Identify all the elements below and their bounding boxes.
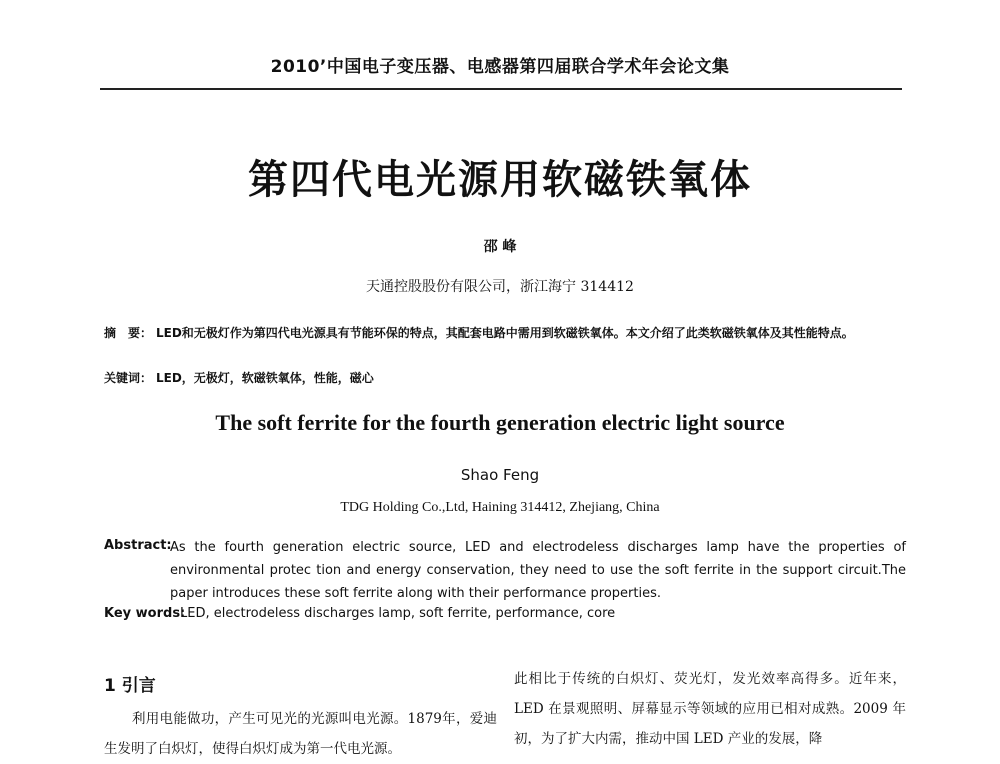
affiliation-chinese: 天通控股股份有限公司，浙江海宁 314412 — [366, 279, 634, 295]
author-chinese: 邵 峰 — [483, 239, 517, 255]
affiliation-english: TDG Holding Co.,Ltd, Haining 314412, Zhejiang, China — [340, 500, 660, 515]
paper-title-chinese: 第四代电光源用软磁铁氧体 — [248, 157, 752, 203]
keywords-english-label: Key words: — [104, 606, 186, 621]
body-text-left-column: 利用电能做功，产生可见光的光源叫电光源。1879年，爱迪生发明了白炽灯，使得白炽灯成为第一代电光源。 — [104, 711, 497, 757]
keywords-english: LED, electrodeless discharges lamp, soft ferrite, performance, core — [180, 606, 616, 621]
abstract-chinese-label: 摘 要： — [104, 326, 153, 340]
body-text-right-column: 此相比于传统的白炽灯、荧光灯，发光效率高得多。近年来，LED 在景观照明、屏幕显示等领域的应用已相对成熟。2009 年初，为了扩大内需，推动中国 LED 产业的发展，降 — [514, 671, 906, 747]
paper-title-english: The soft ferrite for the fourth generation electric light source — [215, 410, 785, 435]
running-header: 2010’中国电子变压器、电感器第四届联合学术年会论文集 — [270, 57, 730, 77]
keywords-chinese: LED，无极灯，软磁铁氧体，性能，磁心 — [156, 371, 374, 385]
section-heading-introduction: 1 引言 — [104, 676, 156, 696]
header-rule — [100, 88, 902, 90]
abstract-english: As the fourth generation electric source, LED and electrodeless discharges lamp have the properties of environmental protec tion and energy conservation, they need to use the soft ferrite in the support circuit.The paper introduces these soft ferrite along with their performance properties. — [170, 540, 906, 601]
keywords-chinese-label: 关键词： — [104, 371, 153, 385]
abstract-english-label: Abstract: — [104, 538, 172, 553]
abstract-chinese: LED和无极灯作为第四代电光源具有节能环保的特点，其配套电路中需用到软磁铁氧体。本文介绍了此类软磁铁氧体及其性能特点。 — [156, 326, 854, 340]
author-english: Shao Feng — [460, 466, 540, 484]
